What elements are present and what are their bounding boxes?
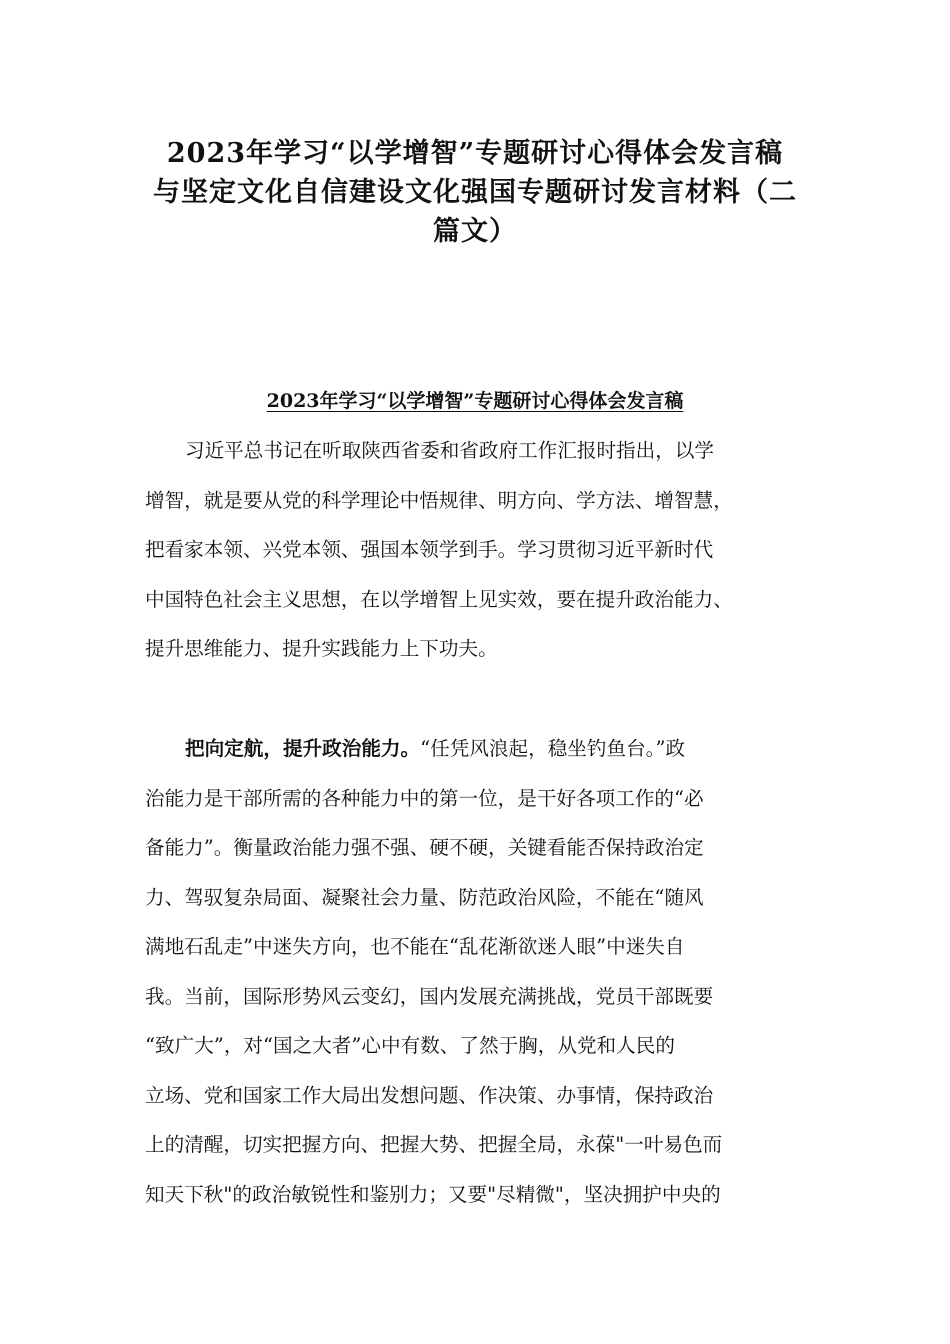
paragraph-2-line: “致广大”，对“国之大者”心中有数、了然于胸，从党和人民的 <box>145 1034 675 1057</box>
paragraph-1-line: 中国特色社会主义思想，在以学增智上见实效，要在提升政治能力、 <box>145 587 733 611</box>
title-line-3: 篇文） <box>433 216 517 247</box>
paragraph-2-line: 立场、党和国家工作大局出发想问题、作决策、办事情，保持政治 <box>145 1083 714 1107</box>
paragraph-2-bold-lead: 把向定航，提升政治能力。 <box>185 737 421 760</box>
paragraph-2 <box>145 724 810 1219</box>
title-line-2: 与坚定文化自信建设文化强国专题研讨发言材料（二 <box>153 177 797 208</box>
paragraph-2-line: 满地石乱走”中迷失方向，也不能在“乱花渐欲迷人眼”中迷失自 <box>145 935 685 958</box>
paragraph-1-line: 提升思维能力、提升实践能力上下功夫。 <box>145 637 498 660</box>
paragraph-1-line: 增智，就是要从党的科学理论中悟规律、明方向、学方法、增智慧， <box>145 488 733 512</box>
paragraph-2-line: 备能力”。衡量政治能力强不强、硬不硬，关键看能否保持政治定 <box>145 836 704 859</box>
paragraph-1-line: 把看家本领、兴党本领、强国本领学到手。学习贯彻习近平新时代 <box>145 538 714 561</box>
paragraph-2-first-line <box>145 724 810 774</box>
section-heading: 2023年学习“以学增智”专题研讨心得体会发言稿 <box>266 390 684 412</box>
document-title <box>130 134 820 251</box>
paragraph-2-line: 上的清醒，切实把握方向、把握大势、把握全局，永葆"一叶易色而 <box>145 1133 723 1156</box>
paragraph-2-line: 力、驾驭复杂局面、凝聚社会力量、防范政治风险，不能在“随风 <box>145 885 704 909</box>
paragraph-1-line: 习近平总书记在听取陕西省委和省政府工作汇报时指出，以学 <box>185 439 715 462</box>
title-line-1: 2023年学习“以学增智”专题研讨心得体会发言稿 <box>166 138 784 169</box>
paragraph-2-line: 我。当前，国际形势风云变幻，国内发展充满挑战，党员干部既要 <box>145 984 714 1008</box>
paragraph-1 <box>145 426 810 674</box>
paragraph-2-line: 治能力是干部所需的各种能力中的第一位，是干好各项工作的“必 <box>145 786 704 810</box>
paragraph-2-first-line-rest: “任凭风浪起，稳坐钓鱼台。”政 <box>420 737 686 760</box>
paragraph-2-line: 知天下秋"的政治敏锐性和鉴别力；又要"尽精微"，坚决拥护中央的 <box>145 1182 721 1206</box>
